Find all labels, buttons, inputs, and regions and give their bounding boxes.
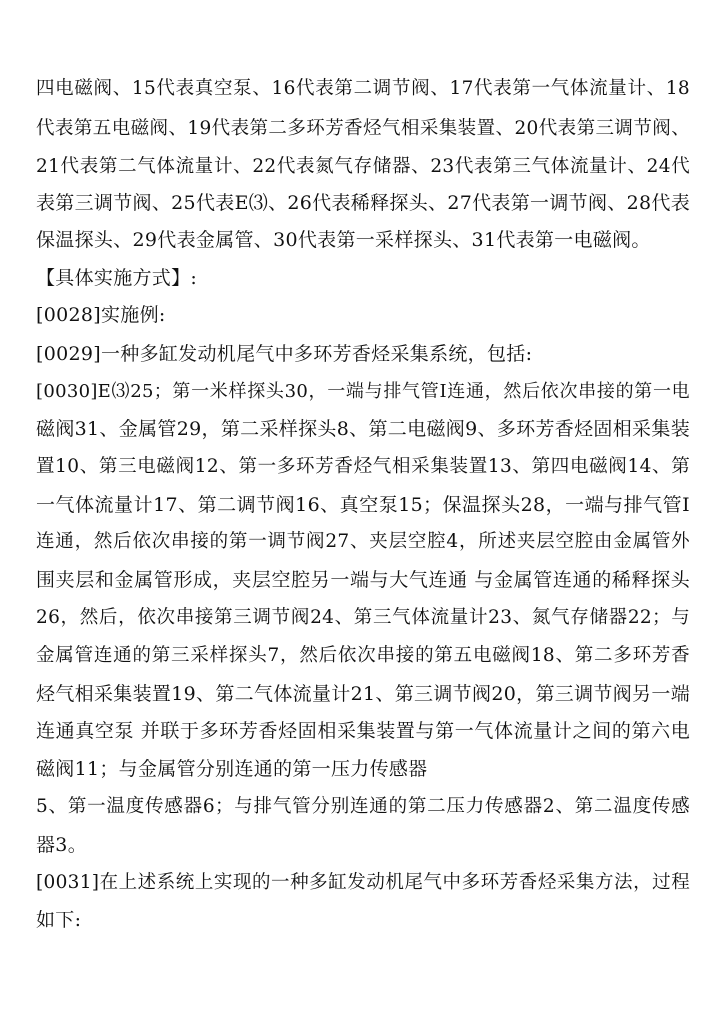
text-line: 一气体流量计17、第二调节阀16、真空泵15；保温探头28，一端与排气管I bbox=[36, 494, 690, 516]
text-line: 器3。 bbox=[36, 834, 87, 856]
text-line: 21代表第二气体流量计、22代表氮气存储器、23代表第三气体流量计、24代 bbox=[36, 156, 690, 177]
text-line: [0031]在上述系统上实现的一种多缸发动机尾气中多环芳香烃采集方法，过程 bbox=[36, 872, 690, 893]
text-line: 5、第一温度传感器6；与排气管分别连通的第二压力传感器2、第二温度传感 bbox=[36, 796, 690, 817]
text-line: 如下: bbox=[36, 909, 82, 931]
text-line: 置10、第三电磁阀12、第一多环芳香烃气相采集装置13、第四电磁阀14、第 bbox=[36, 456, 690, 477]
section-heading: 【具体实施方式】: bbox=[36, 267, 198, 289]
text-line: 磁阀11；与金属管分别连通的第一压力传感器 bbox=[36, 758, 428, 780]
text-line: 金属管连通的第三采样探头7，然后依次串接的第五电磁阀18、第二多环芳香 bbox=[36, 645, 690, 666]
text-line: 表第三调节阀、25代表E⑶、26代表稀释探头、27代表第一调节阀、28代表 bbox=[36, 192, 690, 214]
text-line: [0029]一种多缸发动机尾气中多环芳香烃采集系统，包括: bbox=[36, 343, 533, 365]
text-line: 四电磁阀、15代表真空泵、16代表第二调节阀、17代表第一气体流量计、18 bbox=[36, 78, 690, 99]
text-line: 代表第五电磁阀、19代表第二多环芳香烃气相采集装置、20代表第三调节阀、 bbox=[36, 118, 690, 139]
text-line: 连通真空泵 并联于多环芳香烃固相采集装置与第一气体流量计之间的第六电 bbox=[36, 720, 690, 742]
paragraph-label: [0028]实施例: bbox=[36, 304, 166, 326]
text-line: [0030]E⑶25；第一米样探头30，一端与排气管I连通，然后依次串接的第一电 bbox=[36, 381, 690, 402]
text-line: 26，然后，依次串接第三调节阀24、第三气体流量计23、氮气存储器22；与 bbox=[36, 607, 690, 628]
text-line: 磁阀31、金属管29，第二采样探头8、第二电磁阀9、多环芳香烃固相采集装 bbox=[36, 418, 690, 440]
text-line: 保温探头、29代表金属管、30代表第一采样探头、31代表第一电磁阀。 bbox=[36, 229, 651, 251]
text-line: 烃气相采集装置19、第二气体流量计21、第三调节阀20，第三调节阀另一端 bbox=[36, 683, 690, 705]
text-line: 围夹层和金属管形成，夹层空腔另一端与大气连通 与金属管连通的稀释探头 bbox=[36, 569, 690, 591]
text-line: 连通，然后依次串接的第一调节阀27、夹层空腔4，所述夹层空腔由金属管外 bbox=[36, 531, 690, 552]
